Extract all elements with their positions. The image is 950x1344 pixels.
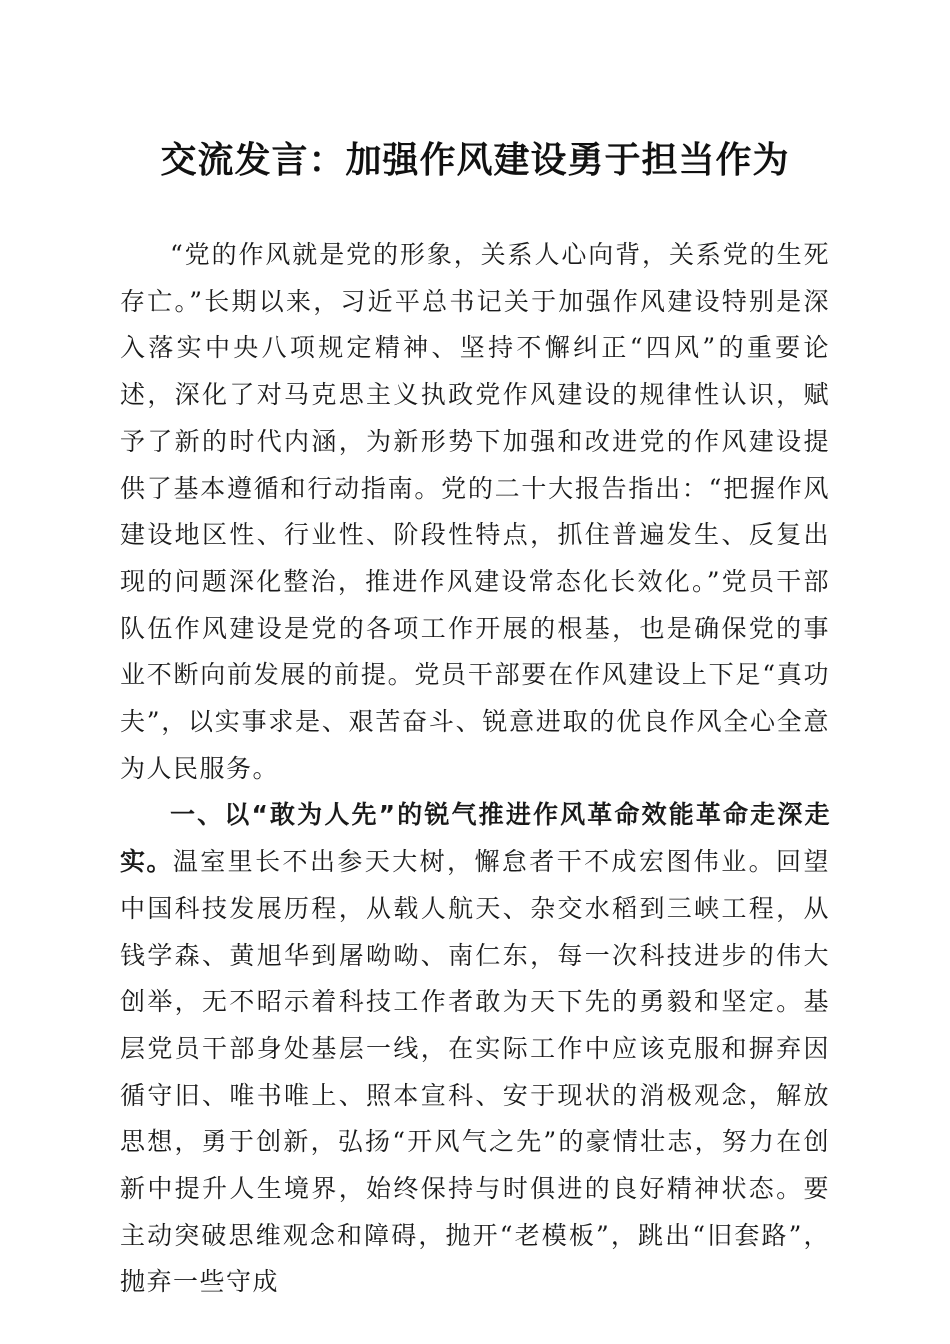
section-1-text: 温室里长不出参天大树，懈怠者干不成宏图伟业。回望中国科技发展历程，从载人航天、杂交水稻到三峡工程，从钱学森、黄旭华到屠呦呦、南仁东，每一次科技进步的伟大创举，无不昭示着科技工作者敢为天下先的勇毅和坚定。基层党员干部身处基层一线，在实际工作中应该克服和摒弃因循守旧、唯书唯上、照本宣科、安于现状的消极观念，解放思想，勇于创新，弘扬“开风气之先”的豪情壮志，努力在创新中提升人生境界，始终保持与时俱进的良好精神状态。要主动突破思维观念和障碍，抛开“老模板”，跳出“旧套路”，抛弃一些守成 xyxy=(120,847,830,1297)
paragraph-intro: “党的作风就是党的形象，关系人心向背，关系党的生死存亡。”长期以来，习近平总书记关于加强作风建设特别是深入落实中央八项规定精神、坚持不懈纠正“四风”的重要论述，深化了对马克思主义执政党作风建设的规律性认识，赋予了新的时代内涵，为新形势下加强和改进党的作风建设提供了基本遵循和行动指南。党的二十大报告指出：“把握作风建设地区性、行业性、阶段性特点，抓住普遍发生、反复出现的问题深化整治，推进作风建设常态化长效化。”党员干部队伍作风建设是党的各项工作开展的根基，也是确保党的事业不断向前发展的前提。党员干部要在作风建设上下足“真功夫”，以实事求是、艰苦奋斗、锐意进取的优良作风全心全意为人民服务。 xyxy=(120,240,830,783)
document-body xyxy=(120,232,830,1306)
section-1-heading: 一、以“敢为人先”的锐气推进作风革命效能革命走深走实。 xyxy=(120,800,830,877)
paragraph-section-1 xyxy=(120,792,830,1306)
document-title: 交流发言：加强作风建设勇于担当作为 xyxy=(160,139,790,181)
